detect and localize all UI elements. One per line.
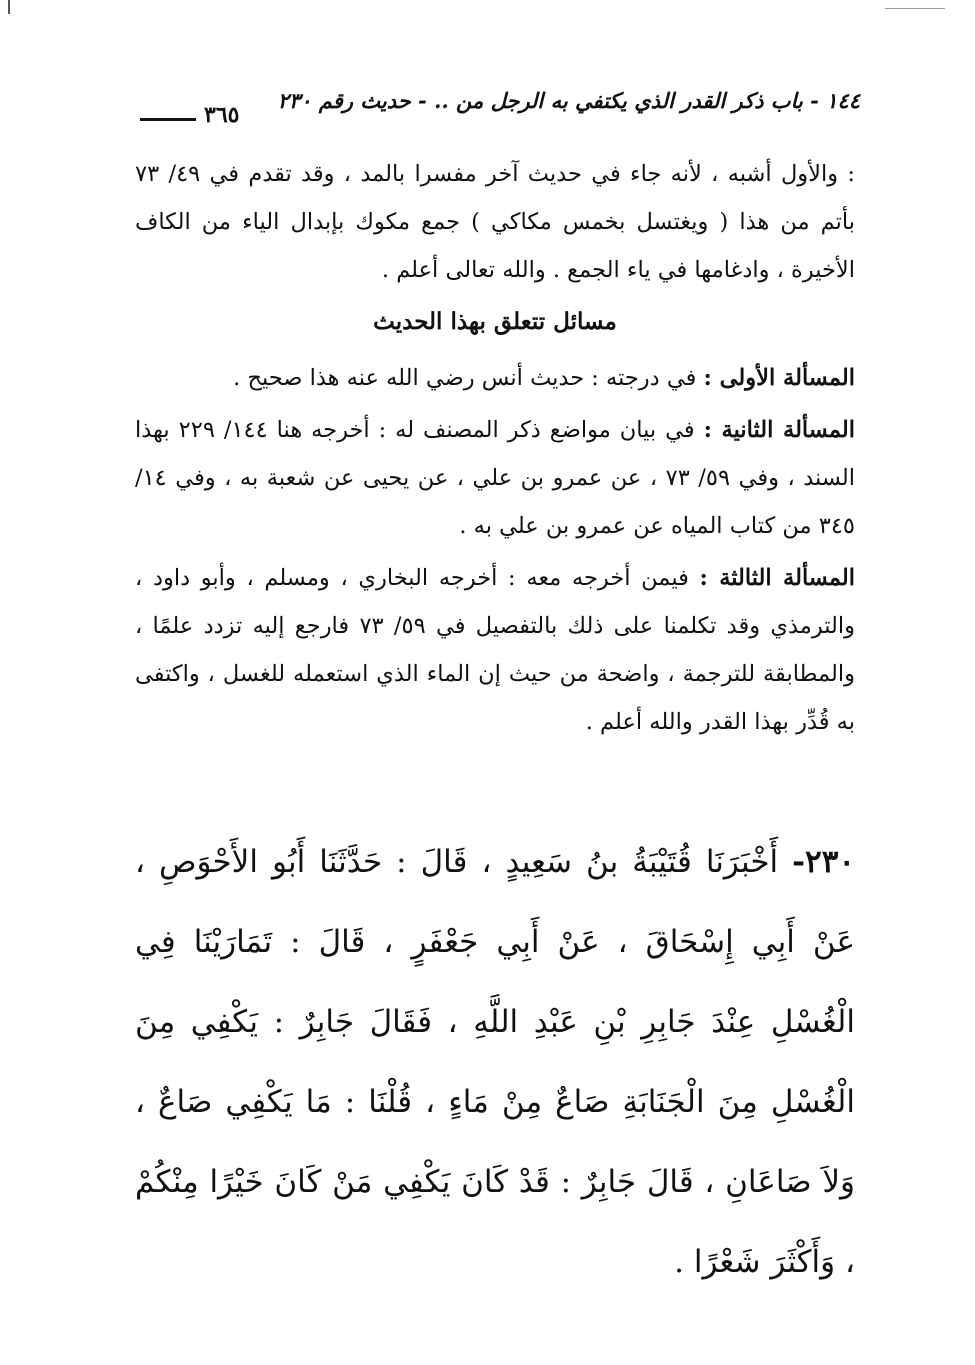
hadith-block — [135, 822, 855, 1302]
scan-rule — [885, 8, 945, 9]
hadith-text: أَخْبَرَنَا قُتَيْبَةُ بنُ سَعِيدٍ ، قَالَ : حَدَّثَنَا أَبُو الأَحْوَصِ ، عَنْ أَبِي إِسْحَاقَ ، عَنْ أَبِي جَعْفَرٍ ، قَالَ : تَمَارَيْنَا فِي الْغُسْلِ عِنْدَ جَابِرِ بْنِ عَبْدِ اللَّهِ ، فَقَالَ جَابِرٌ : يَكْفِي مِنَ الْغُسْلِ مِنَ الْجَنَابَةِ صَاعٌ مِنْ مَاءٍ ، قُلْنَا : مَا يَكْفِي صَاعٌ ، وَلاَ صَاعَانِ ، قَالَ جَابِرٌ : قَدْ كَانَ يَكْفِي مَنْ كَانَ خَيْرًا مِنْكُمْ ، وَأَكْثَرَ شَعْرًا . — [135, 844, 855, 1280]
issue-2 — [135, 406, 855, 550]
issue-2-text: في بيان مواضع ذكر المصنف له : أخرجه هنا ١٤٤/ ٢٢٩ بهذا السند ، وفي ٥٩/ ٧٣ ، عن عمرو بن علي ، عن يحيى عن شعبة به ، وفي ١٤/ ٣٤٥ من كتاب المياه عن عمرو بن علي به . — [135, 417, 855, 539]
hadith-number: ٢٣٠- — [792, 844, 855, 880]
issue-2-label: المسألة الثانية : — [703, 417, 855, 443]
commentary-block — [135, 150, 855, 746]
issue-3-text: فيمن أخرجه معه : أخرجه البخاري ، ومسلم ، وأبو داود ، والترمذي وقد تكلمنا على ذلك بالتفصيل في ٥٩/ ٧٣ فارجع إليه تزدد علمًا ، والمطابقة للترجمة ، واضحة من حيث إن الماء الذي استعمله للغسل ، واكتفى به قُدِّر بهذا القدر والله أعلم . — [135, 565, 856, 735]
issue-1-text: في درجته : حديث أنس رضي الله عنه هذا صحيح . — [233, 365, 704, 391]
issue-1-label: المسألة الأولى : — [703, 365, 855, 391]
page-number: ٣٦٥ — [204, 102, 240, 128]
scan-mark — [8, 0, 10, 14]
para-text: : والأول أشبه ، لأنه جاء في حديث آخر مفسرا بالمد ، وقد تقدم في ٤٩/ ٧٣ بأتم من هذا ( ويغتسل بخمس مكاكي ) جمع مكوك بإبدال الياء من الكاف الأخيرة ، وادغامها في ياء الجمع . والله تعالى أعلم . — [135, 161, 856, 283]
issue-3-label: المسألة الثالثة : — [699, 565, 855, 591]
commentary-paragraph — [135, 150, 855, 294]
running-header — [140, 88, 860, 132]
issue-3 — [135, 554, 855, 746]
chapter-title: ١٤٤ - باب ذكر القدر الذي يكتفي به الرجل من .. - حديث رقم ٢٣٠ — [277, 88, 860, 113]
header-rule-left — [140, 118, 196, 121]
section-heading: مسائل تتعلق بهذا الحديث — [373, 308, 617, 335]
issue-1 — [135, 354, 855, 402]
